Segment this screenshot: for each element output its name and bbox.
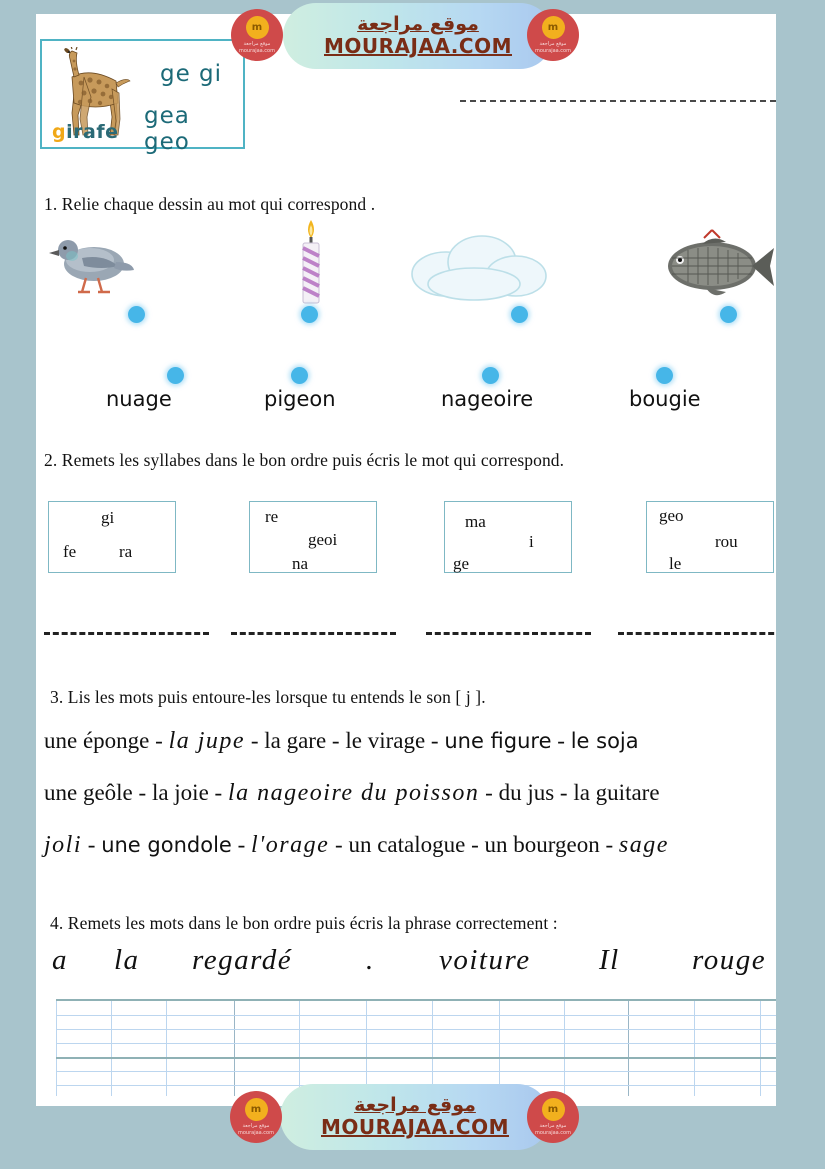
separator: - <box>479 780 499 805</box>
word-nuage-connector-dot[interactable] <box>167 367 184 384</box>
watermark-badge-left <box>231 9 283 61</box>
word-token[interactable]: joli <box>44 832 83 858</box>
title-syllables-line-2: gea geo <box>144 103 190 155</box>
watermark-badge-caption <box>239 41 275 54</box>
jumbled-word[interactable]: a <box>52 944 68 976</box>
nuage-connector-dot[interactable] <box>511 306 528 323</box>
syllable: ra <box>119 542 133 561</box>
syllable-box-3[interactable] <box>444 501 572 573</box>
badge-url: mourajaa.com <box>237 1129 274 1136</box>
jumbled-word[interactable]: Il <box>599 944 620 976</box>
word-pigeon: pigeon <box>264 387 336 411</box>
word-token[interactable]: la guitare <box>573 780 660 805</box>
separator: - <box>465 832 485 857</box>
badge-arabic: موقع مراجعة <box>539 41 567 48</box>
syllable: geo <box>659 506 684 525</box>
title-word-rest: irafe <box>66 121 119 143</box>
watermark-arabic-text: موقع مراجعة <box>354 1094 476 1117</box>
syllable: ge <box>453 554 470 573</box>
separator: - <box>149 728 169 753</box>
watermark-header <box>283 3 553 69</box>
syllable: geoi <box>308 530 338 549</box>
badge-arabic: موقع مراجعة <box>539 1123 567 1130</box>
name-dashed-line <box>460 100 776 102</box>
watermark-badge-caption <box>535 41 571 54</box>
separator: - <box>82 832 102 857</box>
worksheet-sheet <box>36 14 776 1106</box>
jumbled-word[interactable]: rouge <box>692 944 767 976</box>
watermark-badge-caption <box>535 1123 571 1136</box>
word-token[interactable]: une gondole <box>101 833 232 857</box>
exercise-4-instruction: 4. Remets les mots dans le bon ordre puis écris la phrase correctement : <box>50 913 558 933</box>
syllable-box-2[interactable] <box>249 501 377 573</box>
word-nageoire: nageoire <box>441 387 534 411</box>
writing-grid[interactable] <box>56 999 776 1096</box>
syllable: gi <box>101 508 115 527</box>
watermark-badge-right <box>527 9 579 61</box>
watermark-logo-icon: m <box>245 1098 268 1121</box>
word-bougie-connector-dot[interactable] <box>656 367 673 384</box>
separator: - <box>132 780 152 805</box>
word-nageoire-connector-dot[interactable] <box>482 367 499 384</box>
word-token[interactable]: une geôle <box>44 780 133 805</box>
word-pigeon-connector-dot[interactable] <box>291 367 308 384</box>
exercise-3-line-2 <box>44 780 776 807</box>
watermark-badge-left-footer <box>230 1091 282 1143</box>
badge-url: mourajaa.com <box>238 47 275 54</box>
bougie-connector-dot[interactable] <box>301 306 318 323</box>
watermark-logo-icon: m <box>246 16 269 39</box>
word-token[interactable]: du jus <box>498 780 555 805</box>
watermark-url: MOURAJAA.COM <box>324 33 512 58</box>
separator: - <box>329 832 349 857</box>
syllable-box-1[interactable] <box>48 501 176 573</box>
title-word-initial: g <box>52 121 67 143</box>
word-token[interactable]: la joie <box>151 780 209 805</box>
separator: - <box>554 780 574 805</box>
jumbled-word[interactable]: la <box>114 944 140 976</box>
word-token[interactable]: le soja <box>570 729 639 753</box>
watermark-arabic-text: موقع مراجعة <box>357 13 479 36</box>
separator: - <box>599 832 619 857</box>
word-token[interactable]: un catalogue <box>348 832 466 857</box>
word-token[interactable]: une éponge <box>44 728 150 753</box>
syllable: fe <box>63 542 77 561</box>
answer-line-1[interactable] <box>44 632 209 635</box>
badge-url: mourajaa.com <box>534 47 571 54</box>
poisson-connector-dot[interactable] <box>720 306 737 323</box>
syllable: i <box>529 532 534 551</box>
bougie-drawing <box>291 218 331 306</box>
pigeon-connector-dot[interactable] <box>128 306 145 323</box>
word-token[interactable]: la nageoire du poisson <box>227 780 480 806</box>
exercise-1-instruction: 1. Relie chaque dessin au mot qui correspond . <box>44 194 376 214</box>
badge-url: mourajaa.com <box>534 1129 571 1136</box>
pigeon-drawing <box>46 226 136 304</box>
word-token[interactable]: la gare <box>264 728 327 753</box>
syllable: re <box>265 507 279 526</box>
exercise-2-instruction: 2. Remets les syllabes dans le bon ordre puis écris le mot qui correspond. <box>44 450 565 470</box>
separator: - <box>326 728 346 753</box>
answer-line-3[interactable] <box>426 632 591 635</box>
title-card-word <box>52 121 118 143</box>
poisson-drawing <box>656 228 776 304</box>
word-bougie: bougie <box>629 387 701 411</box>
watermark-url: MOURAJAA.COM <box>321 1114 509 1139</box>
word-nuage: nuage <box>106 387 172 411</box>
answer-line-4[interactable] <box>618 632 776 635</box>
exercise-1-pictures-row <box>36 214 776 334</box>
watermark-footer <box>280 1084 550 1150</box>
title-syllables-line-1: ge gi <box>160 61 223 87</box>
syllable: na <box>292 554 309 573</box>
syllable: rou <box>715 532 738 551</box>
exercise-3-line-1 <box>44 728 776 755</box>
lesson-title-card <box>40 39 245 155</box>
separator: - <box>425 728 445 753</box>
watermark-badge-right-footer <box>527 1091 579 1143</box>
exercise-3-line-3 <box>44 832 776 859</box>
separator: - <box>551 728 571 753</box>
word-token[interactable]: sage <box>618 832 669 858</box>
word-token[interactable]: un bourgeon <box>484 832 600 857</box>
nuage-drawing <box>404 232 554 304</box>
word-token[interactable]: l'orage <box>251 832 330 858</box>
separator: - <box>245 728 265 753</box>
word-token[interactable]: une figure <box>444 729 552 753</box>
exercise-3-instruction: 3. Lis les mots puis entoure-les lorsque tu entends le son [ j ]. <box>50 687 486 707</box>
jumbled-word[interactable]: . <box>366 944 375 976</box>
separator: - <box>231 832 251 857</box>
syllable-box-4[interactable] <box>646 501 774 573</box>
answer-line-2[interactable] <box>231 632 396 635</box>
watermark-logo-icon: m <box>542 1098 565 1121</box>
syllable: ma <box>465 512 486 531</box>
watermark-badge-caption <box>238 1123 274 1136</box>
jumbled-word[interactable]: regardé <box>192 944 293 976</box>
word-token[interactable]: la jupe <box>168 728 246 754</box>
syllable: le <box>669 554 682 573</box>
word-token[interactable]: le virage <box>345 728 426 753</box>
badge-arabic: موقع مراجعة <box>242 1123 270 1130</box>
jumbled-word[interactable]: voiture <box>439 944 531 976</box>
exercise-1-words-row <box>36 369 776 419</box>
badge-arabic: موقع مراجعة <box>243 41 271 48</box>
separator: - <box>208 780 228 805</box>
watermark-logo-icon: m <box>542 16 565 39</box>
